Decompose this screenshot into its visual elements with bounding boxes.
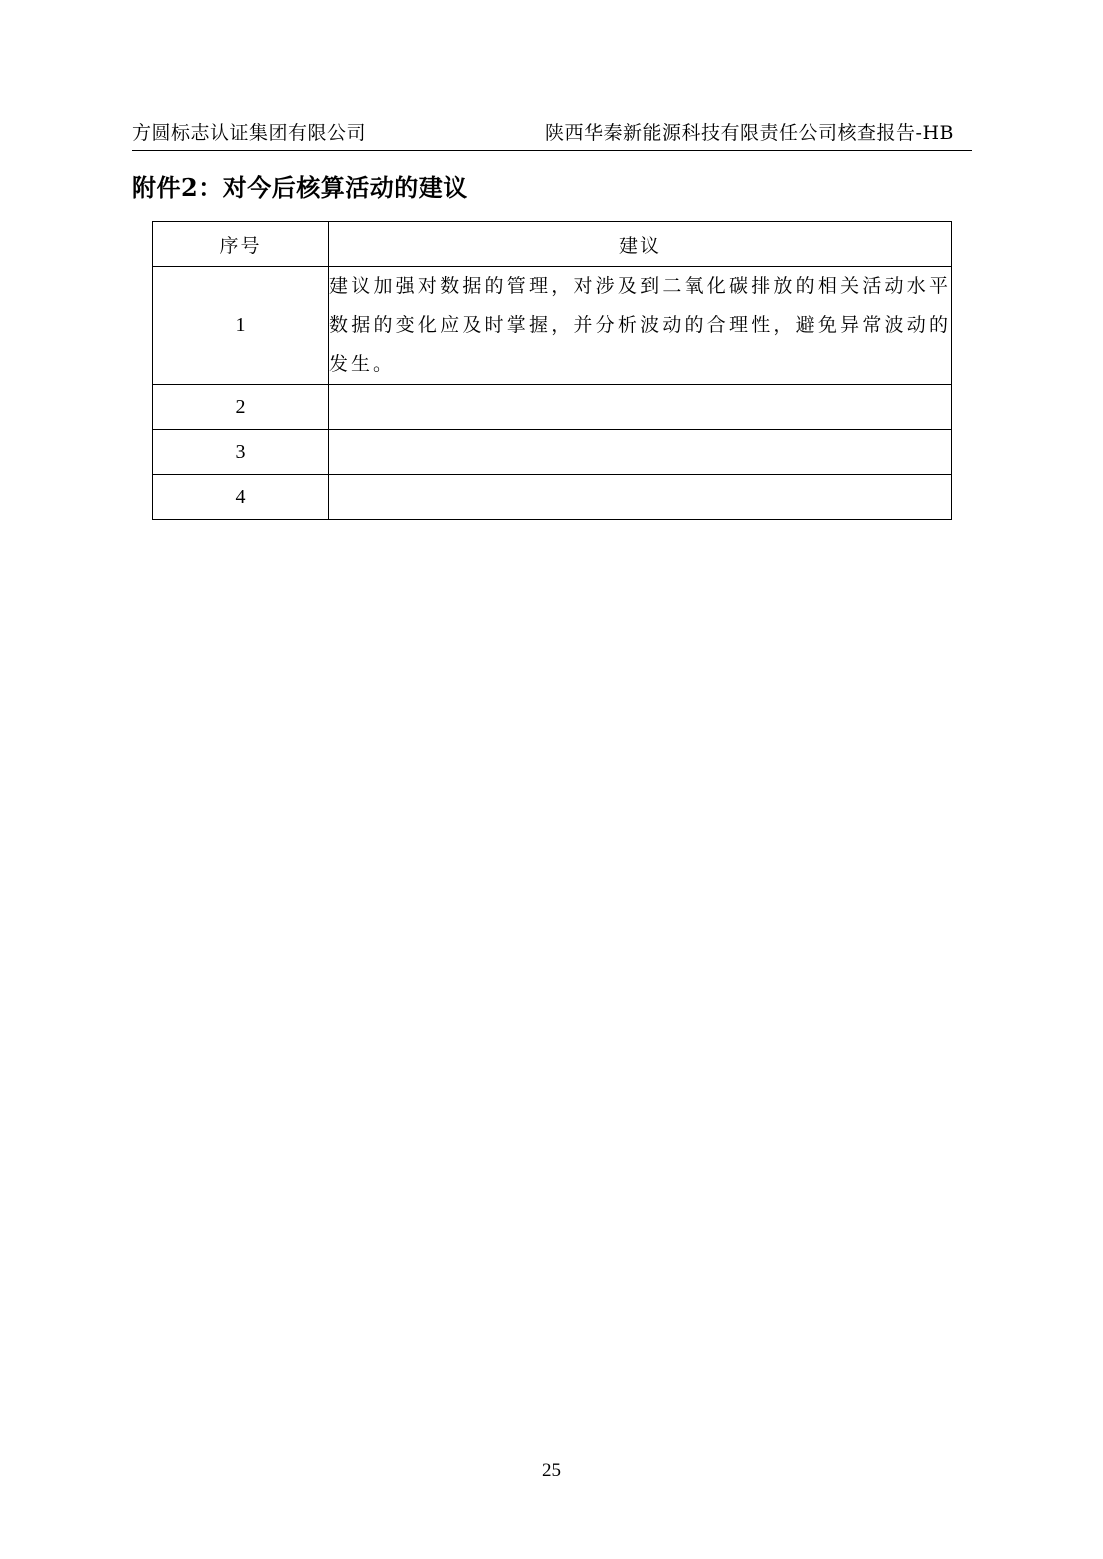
row-index: 2 [153, 385, 329, 430]
row-suggestion [329, 385, 952, 430]
header-company-name: 方圆标志认证集团有限公司 [132, 122, 367, 144]
table-row [153, 430, 952, 475]
column-header-suggestion: 建议 [329, 222, 952, 267]
table-row [153, 385, 952, 430]
row-index: 3 [153, 430, 329, 475]
row-suggestion [329, 430, 952, 475]
page-number: 25 [542, 1460, 561, 1481]
column-header-index: 序号 [153, 222, 329, 267]
row-index: 4 [153, 475, 329, 520]
row-suggestion [329, 475, 952, 520]
section-title: 附件2：对今后核算活动的建议 [132, 173, 468, 202]
suggestions-table [152, 221, 952, 520]
row-index: 1 [153, 267, 329, 385]
table-row [153, 267, 952, 385]
row-suggestion: 建议加强对数据的管理，对涉及到二氧化碳排放的相关活动水平数据的变化应及时掌握，并分析波动的合理性，避免异常波动的发生。 [329, 267, 952, 385]
page-header [132, 118, 972, 151]
table-header-row [153, 222, 952, 267]
header-report-title: 陕西华秦新能源科技有限责任公司核查报告-HB [545, 122, 954, 144]
table-row [153, 475, 952, 520]
